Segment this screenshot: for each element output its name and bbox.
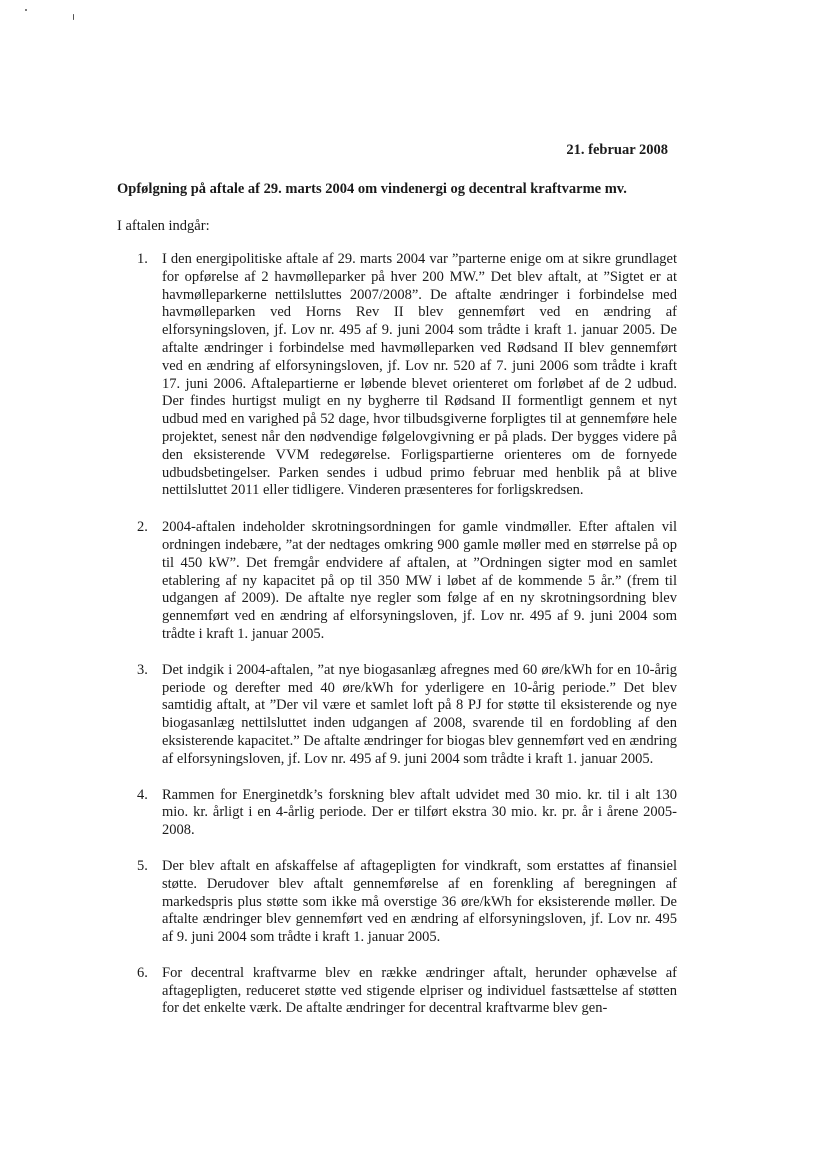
list-item-text: 2004-aftalen indeholder skrotningsordningen for gamle vindmøller. Efter aftalen vil ordningen indebære, ”at der nedtages omkring 900 gamle møller med en størrelse på op til 450 kW”. Det fremgår endvidere af aftalen, at ”Ordningen sigter mod en samlet etablering af ny kapacitet på op til 350 MW i løbet af de kommende 5 år.” (frem til udgangen af 2009). De aftalte nye regler som følge af en ny skrotningsordning blev gennemført ved en ændring af elforsyningsloven, jf. Lov nr. 495 af 9. juni 2004 som trådte i kraft 1. januar 2005. [162,519,677,642]
list-item [117,858,677,947]
list-item-text: Rammen for Energinetdk’s forskning blev aftalt udvidet med 30 mio. kr. til i alt 130 mio. kr. årligt i en 4-årlig periode. Der er tilført ekstra 30 mio. kr. pr. år i årene 2005-2008. [162,786,677,839]
list-item-number: 3. [137,661,148,678]
list-item-text: I den energipolitiske aftale af 29. marts 2004 var ”parterne enige om at sikre grundlaget for opførelse af 2 havmølleparker på hver 200 MW.” Det blev aftalt, at ”Sigtet er at havmølleparkerne nettilsluttes 2007/2008”. De aftalte ændringer i forbindelse med havmølleparken ved Horns Rev II blev gennemført ved en ændring af elforsyningsloven, jf. Lov nr. 495 af 9. juni 2004 som trådte i kraft 1. januar 2005. De aftalte ændringer i forbindelse med havmølleparken ved Rødsand II blev gennemført ved en ændring af elforsyningsloven, jf. Lov nr. 520 af 7. juni 2006 som trådte i kraft 17. juni 2006. Aftalepartierne er løbende blevet orienteret om forløbet af de 2 udbud. Der findes hurtigst muligt en ny bygherre til Rødsand II formentligt gennem et nyt udbud med en varighed på 52 dage, hvor tilbudsgiverne forpligtes til at gennemføre hele projektet, senest når den nødvendige følgelovgivning er på plads. Der bygges videre på den eksisterende VVM redegørelse. Forligspartierne orienteres om de fornyede udbudsbetingelser. Parken sendes i udbud primo februar med henblik på at blive nettilsluttet 2011 eller tidligere. Vinderen præsenteres for forligskredsen. [162,251,677,499]
list-item-number: 6. [137,964,148,981]
list-item [117,787,677,840]
document-date: 21. februar 2008 [566,142,668,158]
intro-text: I aftalen indgår: [117,218,210,234]
document-title: Opfølgning på aftale af 29. marts 2004 om vindenergi og decentral kraftvarme mv. [117,181,627,197]
list-item-number: 1. [137,251,148,267]
list-item-number: 5. [137,857,148,874]
list-item [117,965,677,1018]
list-item-text: Der blev aftalt en afskaffelse af aftagepligten for vindkraft, som erstattes af finansiel støtte. Derudover blev aftalt gennemførelse af en forenkling af beregningen af markedspris plus støtte som ikke må overstige 36 øre/kWh for eksisterende møller. De aftalte ændringer blev gennemført ved en ændring af elforsyningsloven, jf. Lov nr. 495 af 9. juni 2004 som trådte i kraft 1. januar 2005. [162,857,677,946]
list-item-number: 4. [137,786,148,803]
list-item [117,519,677,644]
list-item [117,251,677,500]
list-item-number: 2. [137,519,148,536]
scan-speck [25,9,27,11]
list-item-text: For decentral kraftvarme blev en række ændringer aftalt, herunder ophævelse af aftagepligten, reduceret støtte ved stigende elpriser og individuel fastsættelse af støtten for det enkelte værk. De aftalte ændringer for decentral kraftvarme blev gen- [162,964,677,1017]
list-item [117,662,677,769]
list-item-text: Det indgik i 2004-aftalen, ”at nye biogasanlæg afregnes med 60 øre/kWh for en 10-årig periode og derefter med 40 øre/kWh for yderligere en 10-årig periode.” Det blev samtidig aftalt, at ”Der vil være et samlet loft på 8 PJ for støtte til eksisterende og nye biogasanlæg nettilsluttet inden udgangen af 2008, svarende til en fordobling af den eksisterende kapacitet.” De aftalte ændringer for biogas blev gennemført ved en ændring af elforsyningsloven, jf. Lov nr. 495 af 9. juni 2004 som trådte i kraft 1. januar 2005. [162,661,677,767]
numbered-list [117,251,677,1018]
scan-speck [73,14,74,20]
